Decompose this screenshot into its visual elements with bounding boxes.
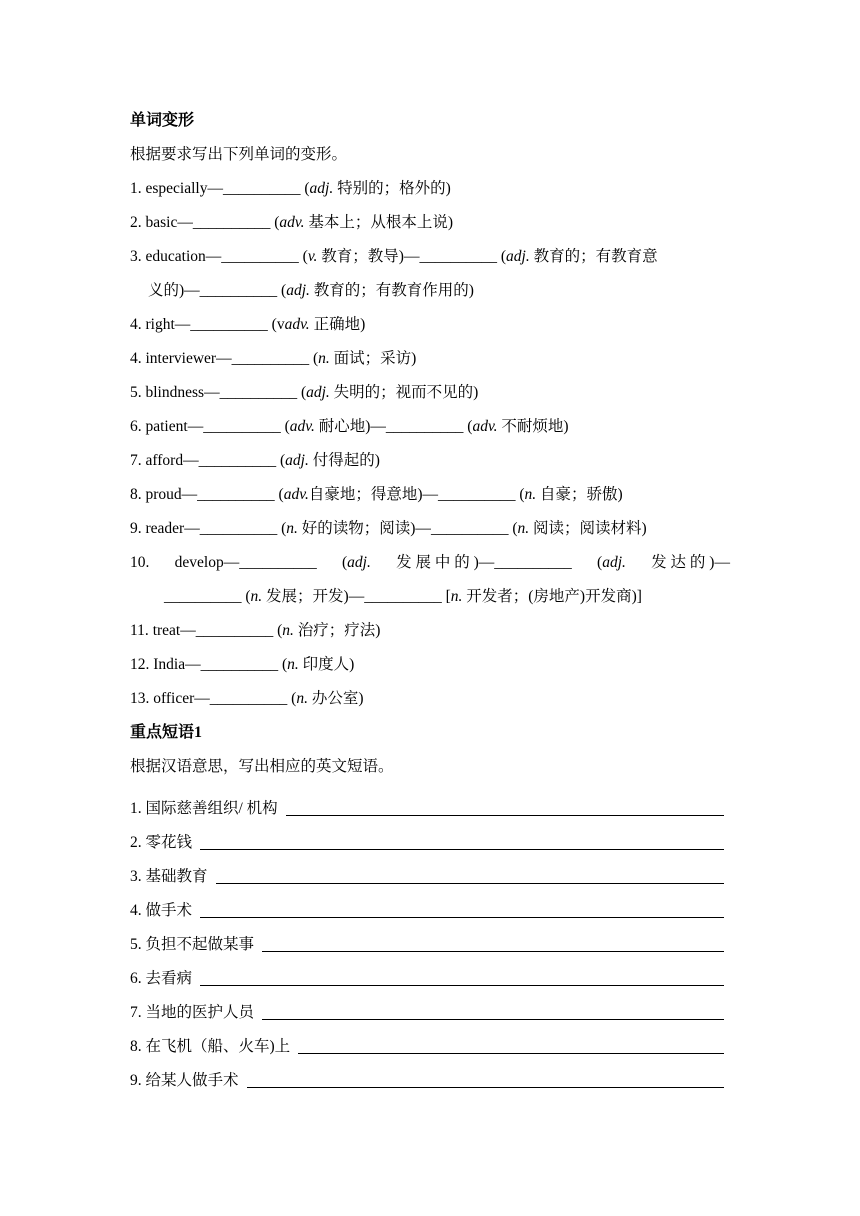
item-word: education (145, 248, 206, 265)
dash: — (174, 316, 191, 333)
item-word: India (153, 656, 186, 673)
meaning: 治疗；疗法) (293, 622, 381, 639)
item-word: right (145, 316, 175, 333)
answer-line[interactable] (262, 931, 724, 952)
item-number: 8. (130, 486, 146, 503)
phrase-item-8 (130, 1026, 730, 1060)
answer-blank[interactable]: __________ (438, 486, 516, 503)
answer-blank[interactable]: __________ (164, 588, 242, 605)
phrase-item-5 (130, 924, 730, 958)
answer-blank[interactable]: __________ (239, 554, 317, 571)
meaning: 开发者；(房地产)开发商)] (462, 588, 642, 605)
item-number: 13. (130, 690, 154, 707)
section-instruction: 根据要求写出下列单词的变形。 (130, 146, 348, 163)
item-word: proud (145, 486, 182, 503)
meaning: 办公室) (307, 690, 364, 707)
part-of-speech: n. (517, 520, 530, 537)
exercise-item-4b: 4. interviewer—__________ (n. 面试；采访) (130, 346, 730, 380)
part-of-speech: adj. (602, 554, 626, 571)
phrase-item-6 (130, 958, 730, 992)
meaning: 特别的；格外的) (333, 180, 451, 197)
item-number: 11. (130, 622, 153, 639)
dash: — (177, 214, 193, 231)
answer-line[interactable] (200, 965, 724, 986)
dash: — (183, 452, 199, 469)
answer-blank[interactable]: __________ (221, 248, 299, 265)
item-word: blindness (145, 384, 205, 401)
part-of-speech: adj. (285, 452, 309, 469)
exercise-item-5: 5. blindness—__________ (adj. 失明的；视而不见的) (130, 380, 730, 414)
exercise-item-7: 7. afford—__________ (adj. 付得起的) (130, 448, 730, 482)
part-of-speech: n. (296, 690, 308, 707)
answer-line[interactable] (298, 1033, 724, 1054)
worksheet (130, 108, 730, 1094)
phrase-item-9 (130, 1060, 730, 1094)
item-word: reader (145, 520, 185, 537)
part-of-speech: n. (286, 520, 298, 537)
dash: — (194, 690, 210, 707)
dash: — (187, 418, 204, 435)
exercise-item-10: 10. develop—__________ (adj. 发 展 中 的 )—__________ (adj. 发 达 的 )— (130, 550, 730, 584)
part-of-speech: n. (282, 622, 294, 639)
answer-blank[interactable]: __________ (199, 520, 278, 537)
exercise-item-9: 9. reader—__________ (n. 好的读物；阅读)—__________ (n. 阅读；阅读材料) (130, 516, 730, 550)
exercise-item-4: 4. right—__________ (vadv. 正确地) (130, 312, 730, 346)
dash: — (207, 180, 223, 197)
phrase-prompt: 1. 国际慈善组织/ 机构 (130, 800, 278, 817)
item-word: interviewer (145, 350, 217, 367)
meaning: 好的读物；阅读)— (297, 520, 431, 537)
meaning: 基本上；从根本上说) (304, 214, 454, 231)
answer-blank[interactable]: __________ (364, 588, 442, 605)
meaning: 自豪；骄傲) (536, 486, 623, 503)
item-number: 12. (130, 656, 154, 673)
dash: — (204, 384, 220, 401)
exercise-item-3: 3. education—__________ (v. 教育；教导)—__________ (adj. 教育的；有教育意 (130, 244, 730, 278)
meaning: 发 达 的 )— (651, 554, 730, 571)
phrase-prompt: 4. 做手术 (130, 902, 193, 919)
item-number: 10. (130, 554, 150, 571)
meaning: 教育；教导)— (317, 248, 420, 265)
answer-blank[interactable]: __________ (190, 316, 268, 333)
meaning: 耐心地)— (314, 418, 386, 435)
answer-blank[interactable]: __________ (219, 384, 298, 401)
item-word: officer (153, 690, 195, 707)
part-of-speech: adv. (283, 486, 309, 503)
exercise-item-3-continued: 义的)—__________ (adj. 教育的；有教育作用的) (130, 278, 730, 312)
phrase-item-3 (130, 856, 730, 890)
dash: — (223, 554, 240, 571)
item-word: treat (152, 622, 181, 639)
item-number: 3. (130, 248, 146, 265)
part-of-speech: adj. (306, 384, 330, 401)
item-word: patient (145, 418, 188, 435)
phrase-item-7 (130, 992, 730, 1026)
part-of-speech: adj. (309, 180, 334, 197)
answer-blank[interactable]: __________ (203, 418, 281, 435)
dash: — (181, 486, 198, 503)
part-of-speech: n. (524, 486, 537, 503)
answer-line[interactable] (247, 1067, 724, 1088)
part-of-speech: adj. (286, 282, 310, 299)
part-of-speech: n. (318, 350, 330, 367)
exercise-item-2: 2. basic—__________ (adv. 基本上；从根本上说) (130, 210, 730, 244)
item-word: afford (145, 452, 184, 469)
phrase-prompt: 6. 去看病 (130, 970, 193, 987)
phrase-prompt: 8. 在飞机（船、火车)上 (130, 1038, 291, 1055)
part-of-speech: n. (250, 588, 263, 605)
answer-blank[interactable]: __________ (419, 248, 497, 265)
answer-blank[interactable]: __________ (430, 520, 509, 537)
meaning: 不耐烦地) (497, 418, 569, 435)
meaning: 付得起的) (308, 452, 380, 469)
answer-blank[interactable]: __________ (195, 622, 274, 639)
section-title-word-forms: 单词变形 (130, 112, 195, 129)
answer-blank[interactable]: __________ (199, 282, 278, 299)
answer-blank[interactable]: __________ (231, 350, 310, 367)
part-of-speech: adv. (284, 316, 310, 333)
meaning: 失明的；视而不见的) (329, 384, 479, 401)
answer-blank[interactable]: __________ (209, 690, 288, 707)
item-word: develop (174, 554, 224, 571)
exercise-item-8: 8. proud—__________ (adv.自豪地；得意地)—__________ (n. 自豪；骄傲) (130, 482, 730, 516)
dash: — (216, 350, 232, 367)
answer-line[interactable] (286, 795, 724, 816)
phrase-item-4 (130, 890, 730, 924)
phrase-prompt: 2. 零花钱 (130, 834, 193, 851)
phrase-item-1 (130, 788, 730, 822)
dash: — (205, 248, 222, 265)
section-instruction: 根据汉语意思，写出相应的英文短语。 (130, 758, 394, 775)
exercise-item-11: 11. treat—__________ (n. 治疗；疗法) (130, 618, 730, 652)
item-number: 2. (130, 214, 146, 231)
part-of-speech: v. (307, 248, 318, 265)
answer-blank[interactable]: __________ (385, 418, 464, 435)
exercise-item-1: 1. especially—__________ (adj. 特别的；格外的) (130, 176, 730, 210)
answer-line[interactable] (200, 897, 724, 918)
meaning: 义的)— (148, 282, 200, 299)
part-of-speech: adj. (506, 248, 530, 265)
answer-line[interactable] (262, 999, 724, 1020)
item-number: 1. (130, 180, 146, 197)
phrase-prompt: 9. 给某人做手术 (130, 1072, 239, 1089)
part-of-speech: adv. (289, 418, 315, 435)
phrase-item-2 (130, 822, 730, 856)
item-number: 6. (130, 418, 146, 435)
phrase-prompt: 5. 负担不起做某事 (130, 936, 255, 953)
meaning: 面试；采访) (329, 350, 417, 367)
part-of-speech: n. (450, 588, 463, 605)
meaning: 教育的；有教育意 (529, 248, 658, 265)
exercise-item-10-continued: __________ (n. 发展；开发)—__________ [n. 开发者；(房地产)开发商)] (130, 584, 730, 618)
part-of-speech-prefix: v (276, 316, 285, 333)
part-of-speech: adv. (279, 214, 305, 231)
answer-blank[interactable]: __________ (222, 180, 301, 197)
answer-line[interactable] (200, 829, 724, 850)
item-number: 9. (130, 520, 146, 537)
meaning: 发 展 中 的 )— (396, 554, 495, 571)
exercise-item-13: 13. officer—__________ (n. 办公室) (130, 686, 730, 720)
meaning: 正确地) (309, 316, 366, 333)
phrase-prompt: 7. 当地的医护人员 (130, 1004, 255, 1021)
exercise-item-12: 12. India—__________ (n. 印度人) (130, 652, 730, 686)
part-of-speech: adv. (472, 418, 498, 435)
part-of-speech: adj. (347, 554, 371, 571)
item-number: 5. (130, 384, 146, 401)
item-number: 7. (130, 452, 146, 469)
part-of-speech: n. (287, 656, 299, 673)
section-title-key-phrases: 重点短语1 (130, 724, 203, 741)
item-word: basic (145, 214, 178, 231)
meaning: 自豪地；得意地)— (308, 486, 438, 503)
item-word: especially (145, 180, 208, 197)
answer-blank[interactable]: __________ (200, 656, 279, 673)
dash: — (180, 622, 196, 639)
answer-blank[interactable]: __________ (192, 214, 271, 231)
answer-blank[interactable]: __________ (494, 554, 572, 571)
dash: — (185, 656, 201, 673)
item-number: 4. (130, 350, 146, 367)
phrase-prompt: 3. 基础教育 (130, 868, 208, 885)
item-number: 4. (130, 316, 146, 333)
dash: — (184, 520, 200, 537)
answer-line[interactable] (216, 863, 724, 884)
answer-blank[interactable]: __________ (197, 486, 275, 503)
meaning: 发展；开发)— (262, 588, 365, 605)
answer-blank[interactable]: __________ (198, 452, 277, 469)
meaning: 阅读；阅读材料) (529, 520, 647, 537)
meaning: 教育的；有教育作用的) (309, 282, 474, 299)
exercise-item-6: 6. patient—__________ (adv. 耐心地)—__________ (adv. 不耐烦地) (130, 414, 730, 448)
meaning: 印度人) (298, 656, 355, 673)
